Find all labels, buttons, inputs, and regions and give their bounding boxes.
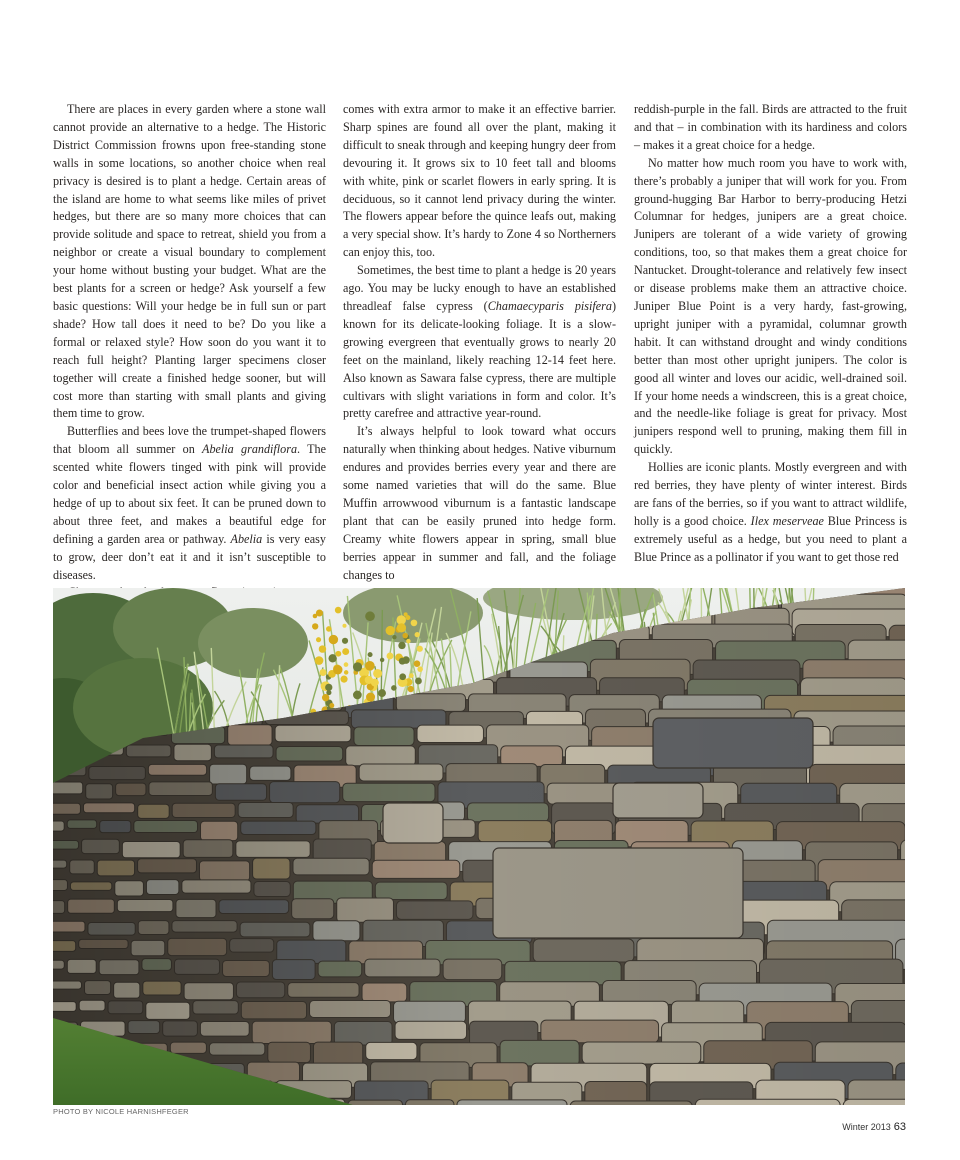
flower-cluster xyxy=(406,639,410,643)
text-run: Hollies are iconic plants. Mostly evergreen and with red berries, they have plenty of winter interest. Birds are fans of the berries, so if you want to attract wildlife, holly is a good choice. xyxy=(634,460,907,528)
flower-cluster xyxy=(408,686,414,692)
flower-cluster xyxy=(411,620,418,627)
flower-cluster xyxy=(378,689,386,697)
flower-cluster xyxy=(325,684,332,691)
flower-cluster xyxy=(319,669,326,676)
flower-cluster xyxy=(417,666,423,672)
flower-cluster xyxy=(335,651,341,657)
flower-cluster xyxy=(365,661,375,671)
paragraph xyxy=(634,101,907,155)
flower-cluster xyxy=(342,638,348,644)
flower-cluster xyxy=(366,693,375,702)
flower-cluster xyxy=(417,646,423,652)
flower-cluster xyxy=(368,652,373,657)
text-run: . The scented white flowers tinged with pink will provide color and beneficial insect action while giving you a hedge of up to about six feet. It can be pruned down to about three feet, and makes a beautiful edge for defining a garden area or pathway. xyxy=(53,442,326,546)
article-column-3 xyxy=(634,101,907,567)
flower-cluster xyxy=(387,653,394,660)
paragraph xyxy=(343,262,616,423)
flower-cluster xyxy=(391,685,397,691)
paragraph xyxy=(53,423,326,584)
flower-cluster xyxy=(329,635,338,644)
flower-cluster xyxy=(322,694,329,701)
flower-cluster xyxy=(402,633,408,639)
paragraph xyxy=(343,423,616,584)
page-number: 63 xyxy=(893,1121,906,1133)
flower-cluster xyxy=(319,645,326,652)
flower-cluster xyxy=(397,623,406,632)
flower-cluster xyxy=(353,691,362,700)
text-run: is very easy to grow, deer don’t eat it and it isn’t susceptible to diseases. xyxy=(53,531,326,582)
article-column-2 xyxy=(343,101,616,584)
flower-cluster xyxy=(399,673,406,680)
stone-wall-photo xyxy=(53,588,905,1105)
flower-cluster xyxy=(316,609,323,616)
text-run: No matter how much room you have to work with, there’s probably a juniper that will work for you. From ground-hugging Bar Harbor to berry-producing Hetzi Columnar for hedges, junipers are a great choice. Junipers are tolerant of a wide variety of growing conditions, too, so that makes them a great choice for Nantucket. Drought-tolerance and relatively few insect or disease problems make them an attractive choice. Juniper Blue Point is a very hardy, fast-growing, upright juniper with a pyramidal, columnar growth habit. It can withstand drought and windy conditions better than most other upright junipers. The color is good all winter and loves our acidic, well-drained soil. If your home needs a windscreen, this is a great choice, and the needle-like foliage is great for privacy. Most junipers respond well to pruning, making them fill in quickly. xyxy=(634,155,907,457)
italic-term: Ilex meserveae xyxy=(750,513,824,528)
flower-cluster xyxy=(409,673,414,678)
flower-cluster xyxy=(404,612,408,616)
flower-cluster xyxy=(414,660,421,667)
issue-label: Winter 2013 xyxy=(842,1122,891,1132)
text-run: There are places in every garden where a stone wall cannot provide an alternative to a hedge. The Historic District Commission frowns upon free-standing stone walls in some locations, so another choice when real privacy is desired is to plant a hedge. Certain areas of the island are home to what seems like miles of privet hedges, but there are so many more choices that can provide solitude and space to retreat, shield you from a neighbor or create a visual boundary to complement your home without busting your budget. What are the best plants for a screen or hedge? Ask yourself a few basic questions: Will your hedge be in full sun or part shade? How tall does it need to be? Do you like a formal or relaxed style? How soon do you want it to reach full height? Planting larger specimens closer together will create a finished hedge sooner, but will cost more than starting with small plants and giving them time to grow. xyxy=(53,102,326,421)
flower-cluster xyxy=(380,658,384,662)
flower-cluster xyxy=(329,703,334,708)
flower-cluster xyxy=(344,670,349,675)
flower-cluster xyxy=(365,676,373,684)
flower-cluster xyxy=(386,626,395,635)
flower-cluster xyxy=(373,669,382,678)
flower-cluster xyxy=(398,642,405,649)
flower-cluster xyxy=(353,662,362,671)
flower-cluster xyxy=(333,665,342,674)
flower-cluster xyxy=(340,676,347,683)
text-run: comes with extra armor to make it an effective barrier. Sharp spines are found all over the plant, making it difficult to sneak through and keeping hungry deer from devouring it. It grows six to 10 feet tall and blooms with white, pink or scarlet flowers in early spring. It is deciduous, so it cannot lend privacy during the winter. The flowers appear before the quince leafs out, making a very special show. It’s hardy to Zone 4 so Northerners can enjoy this, too. xyxy=(343,102,616,260)
text-run: reddish-purple in the fall. Birds are attracted to the fruit and that – in combination with its hardiness and colors – makes it a great choice for a hedge. xyxy=(634,102,907,152)
italic-term: Chamaecyparis pisifera xyxy=(487,298,612,313)
flower-cluster xyxy=(312,623,318,629)
italic-term: Abelia grandiflora xyxy=(202,442,298,457)
flower-cluster xyxy=(342,648,349,655)
flower-cluster xyxy=(335,607,342,614)
photo-credit: PHOTO BY NICOLE HARNISHFEGER xyxy=(53,1107,189,1116)
text-run: ) known for its delicate-looking foliage. It is a slow-growing evergreen that eventually grows to nearly 20 feet on the mainland, likely reaching 12-14 feet here. Also known as Sawara false cypress, there are multiple cultivars with slight variations in form and color. It’s pretty carefree and attractive year-round. xyxy=(343,298,616,421)
text-run: Sometimes, the best time to plant a hedge is 20 years ago. You may be lucky enough to have an established threadleaf false cypress ( xyxy=(343,263,616,313)
page-folio xyxy=(842,1121,906,1133)
flower-cluster xyxy=(316,637,321,642)
flower-cluster xyxy=(326,626,332,632)
flower-cluster xyxy=(365,611,375,621)
flower-cluster xyxy=(415,632,420,637)
paragraph xyxy=(634,459,907,566)
flower-cluster xyxy=(392,635,396,639)
text-run: Blue Princess is extremely useful as a hedge, but you need to plant a Blue Prince as a pollinator if you want to get those red xyxy=(634,513,907,564)
flower-cluster xyxy=(315,656,324,665)
text-run: Butterflies and bees love the trumpet-shaped flowers that bloom all summer on xyxy=(53,424,326,457)
paragraph xyxy=(53,101,326,423)
paragraph xyxy=(634,155,907,459)
flower-cluster xyxy=(415,678,422,685)
article-column-1 xyxy=(53,101,326,602)
flower-cluster xyxy=(342,624,346,628)
paragraph xyxy=(343,101,616,262)
flower-cluster xyxy=(328,654,336,662)
italic-term: Abelia xyxy=(230,531,263,546)
text-run: It’s always helpful to look toward what occurs naturally when thinking about hedges. Native viburnum endures and provides berries every year and there are some named varieties that will do the same. Blue Muffin arrowwood viburnum is a fantastic landscape plant that can be easily pruned into hedge form. Creamy white flowers appear in spring, small blue berries appear in summer and fall, and the foliage changes to xyxy=(343,424,616,582)
flower-cluster xyxy=(344,662,349,667)
flower-cluster xyxy=(399,658,406,665)
